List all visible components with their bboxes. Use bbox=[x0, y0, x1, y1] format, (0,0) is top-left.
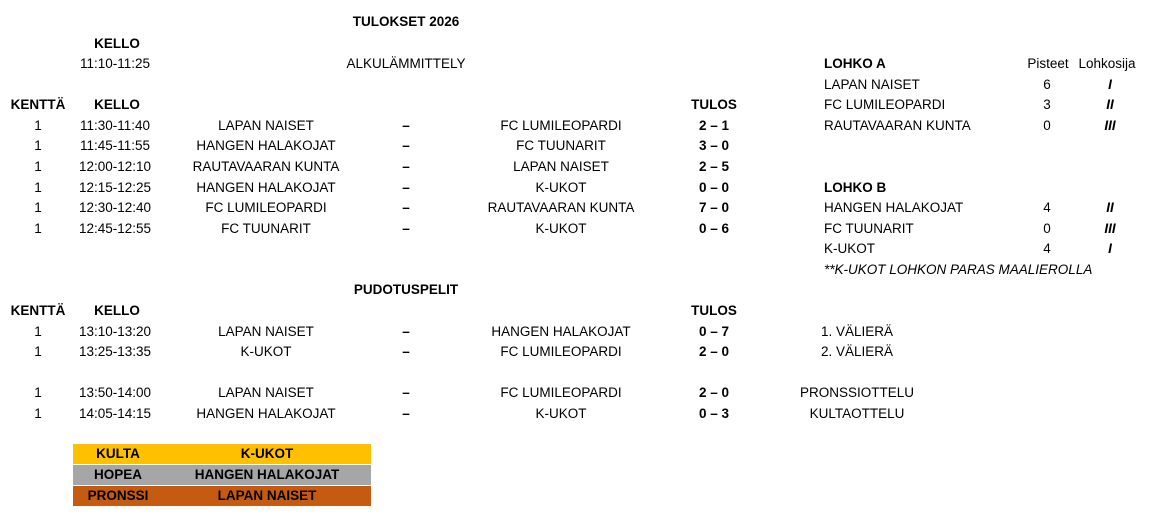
rank-header: Lohkosija bbox=[1078, 56, 1136, 71]
match-home-team: LAPAN NAISET bbox=[218, 324, 314, 339]
match-home-team: LAPAN NAISET bbox=[218, 385, 314, 400]
match-home-team: HANGEN HALAKOJAT bbox=[196, 406, 336, 421]
medal-team: K-UKOT bbox=[240, 446, 294, 461]
match-stage: 1. VÄLIERÄ bbox=[820, 324, 894, 339]
match-time: 11:30-11:40 bbox=[79, 118, 151, 133]
match-separator: – bbox=[402, 200, 410, 215]
match-time: 11:45-11:55 bbox=[79, 138, 151, 153]
match-result: 2 – 5 bbox=[698, 159, 730, 174]
group-a-title: LOHKO A bbox=[824, 56, 886, 71]
medal-row-gold bbox=[73, 444, 371, 464]
standings-points: 6 bbox=[1043, 77, 1051, 92]
match-field: 1 bbox=[34, 344, 42, 359]
medal-label: PRONSSI bbox=[87, 488, 149, 503]
playoffs-title: PUDOTUSPELIT bbox=[353, 282, 459, 297]
match-result: 0 – 0 bbox=[698, 180, 730, 195]
match-away-team: HANGEN HALAKOJAT bbox=[491, 324, 631, 339]
points-header: Pisteet bbox=[1027, 56, 1069, 71]
warmup-kello-header: KELLO bbox=[94, 36, 140, 51]
medal-team: LAPAN NAISET bbox=[217, 488, 317, 503]
match-home-team: RAUTAVAARAN KUNTA bbox=[192, 159, 340, 174]
match-stage: PRONSSIOTTELU bbox=[799, 385, 915, 400]
match-field: 1 bbox=[34, 138, 42, 153]
medal-label: KULTA bbox=[96, 446, 140, 461]
match-time: 12:45-12:55 bbox=[78, 221, 152, 236]
match-home-team: HANGEN HALAKOJAT bbox=[196, 180, 336, 195]
match-home-team: FC LUMILEOPARDI bbox=[205, 200, 327, 215]
playoffs-field-header: KENTTÄ bbox=[10, 303, 66, 318]
match-home-team: HANGEN HALAKOJAT bbox=[196, 138, 336, 153]
group-stage-result-header: TULOS bbox=[691, 97, 737, 112]
match-time: 13:50-14:00 bbox=[78, 385, 152, 400]
match-result: 0 – 6 bbox=[698, 221, 730, 236]
playoffs-time-header: KELLO bbox=[94, 303, 140, 318]
standings-team: RAUTAVAARAN KUNTA bbox=[824, 118, 971, 133]
standings-points: 4 bbox=[1043, 200, 1051, 215]
match-separator: – bbox=[402, 118, 410, 133]
match-away-team: LAPAN NAISET bbox=[513, 159, 609, 174]
standings-rank: I bbox=[1108, 77, 1112, 92]
match-separator: – bbox=[402, 344, 410, 359]
match-field: 1 bbox=[34, 324, 42, 339]
match-field: 1 bbox=[34, 221, 42, 236]
group-b-title: LOHKO B bbox=[824, 180, 887, 195]
standings-rank: I bbox=[1108, 241, 1112, 256]
match-field: 1 bbox=[34, 406, 42, 421]
match-home-team: FC TUUNARIT bbox=[221, 221, 311, 236]
match-result: 2 – 1 bbox=[698, 118, 730, 133]
match-separator: – bbox=[402, 385, 410, 400]
page-title: TULOKSET 2026 bbox=[352, 14, 460, 29]
match-away-team: K-UKOT bbox=[535, 221, 587, 236]
playoffs-result-header: TULOS bbox=[691, 303, 737, 318]
warmup-time: 11:10-11:25 bbox=[79, 56, 151, 71]
match-separator: – bbox=[402, 221, 410, 236]
match-time: 14:05-14:15 bbox=[78, 406, 152, 421]
match-home-team: LAPAN NAISET bbox=[218, 118, 314, 133]
standings-points: 3 bbox=[1043, 97, 1051, 112]
match-result: 0 – 7 bbox=[698, 324, 730, 339]
match-time: 12:30-12:40 bbox=[78, 200, 152, 215]
standings-points: 0 bbox=[1043, 118, 1051, 133]
match-result: 2 – 0 bbox=[698, 385, 730, 400]
match-away-team: K-UKOT bbox=[535, 180, 587, 195]
match-away-team: FC LUMILEOPARDI bbox=[500, 344, 622, 359]
match-away-team: RAUTAVAARAN KUNTA bbox=[487, 200, 635, 215]
match-field: 1 bbox=[34, 200, 42, 215]
standings-rank: II bbox=[1106, 200, 1114, 215]
match-time: 12:00-12:10 bbox=[78, 159, 152, 174]
match-field: 1 bbox=[34, 385, 42, 400]
match-separator: – bbox=[402, 138, 410, 153]
match-field: 1 bbox=[34, 159, 42, 174]
match-away-team: FC LUMILEOPARDI bbox=[500, 118, 622, 133]
warmup-label: ALKULÄMMITTELY bbox=[346, 56, 466, 71]
medal-row-bronze bbox=[73, 486, 371, 506]
match-stage: 2. VÄLIERÄ bbox=[820, 344, 894, 359]
match-time: 13:25-13:35 bbox=[78, 344, 152, 359]
match-home-team: K-UKOT bbox=[240, 344, 292, 359]
standings-team: LAPAN NAISET bbox=[824, 77, 920, 92]
standings-team: HANGEN HALAKOJAT bbox=[824, 200, 964, 215]
group-stage-time-header: KELLO bbox=[94, 97, 140, 112]
match-away-team: FC LUMILEOPARDI bbox=[500, 385, 622, 400]
standings-team: K-UKOT bbox=[824, 241, 876, 256]
medal-row-silver bbox=[73, 465, 371, 485]
match-result: 3 – 0 bbox=[698, 138, 730, 153]
standings-rank: II bbox=[1106, 97, 1114, 112]
match-result: 2 – 0 bbox=[698, 344, 730, 359]
group-stage-field-header: KENTTÄ bbox=[10, 97, 66, 112]
match-field: 1 bbox=[34, 180, 42, 195]
match-separator: – bbox=[402, 406, 410, 421]
match-result: 7 – 0 bbox=[698, 200, 730, 215]
match-result: 0 – 3 bbox=[698, 406, 730, 421]
standings-rank: III bbox=[1104, 221, 1116, 236]
match-separator: – bbox=[402, 159, 410, 174]
match-field: 1 bbox=[34, 118, 42, 133]
medal-label: HOPEA bbox=[93, 467, 142, 482]
standings-team: FC LUMILEOPARDI bbox=[824, 97, 946, 112]
group-b-note: **K-UKOT LOHKON PARAS MAALIEROLLA bbox=[824, 262, 1093, 277]
match-time: 13:10-13:20 bbox=[78, 324, 152, 339]
medal-team: HANGEN HALAKOJAT bbox=[194, 467, 340, 482]
match-stage: KULTAOTTELU bbox=[809, 406, 905, 421]
match-separator: – bbox=[402, 180, 410, 195]
standings-points: 4 bbox=[1043, 241, 1051, 256]
match-separator: – bbox=[402, 324, 410, 339]
match-away-team: K-UKOT bbox=[535, 406, 587, 421]
match-time: 12:15-12:25 bbox=[78, 180, 152, 195]
standings-team: FC TUUNARIT bbox=[824, 221, 914, 236]
standings-rank: III bbox=[1104, 118, 1116, 133]
match-away-team: FC TUUNARIT bbox=[516, 138, 606, 153]
standings-points: 0 bbox=[1043, 221, 1051, 236]
